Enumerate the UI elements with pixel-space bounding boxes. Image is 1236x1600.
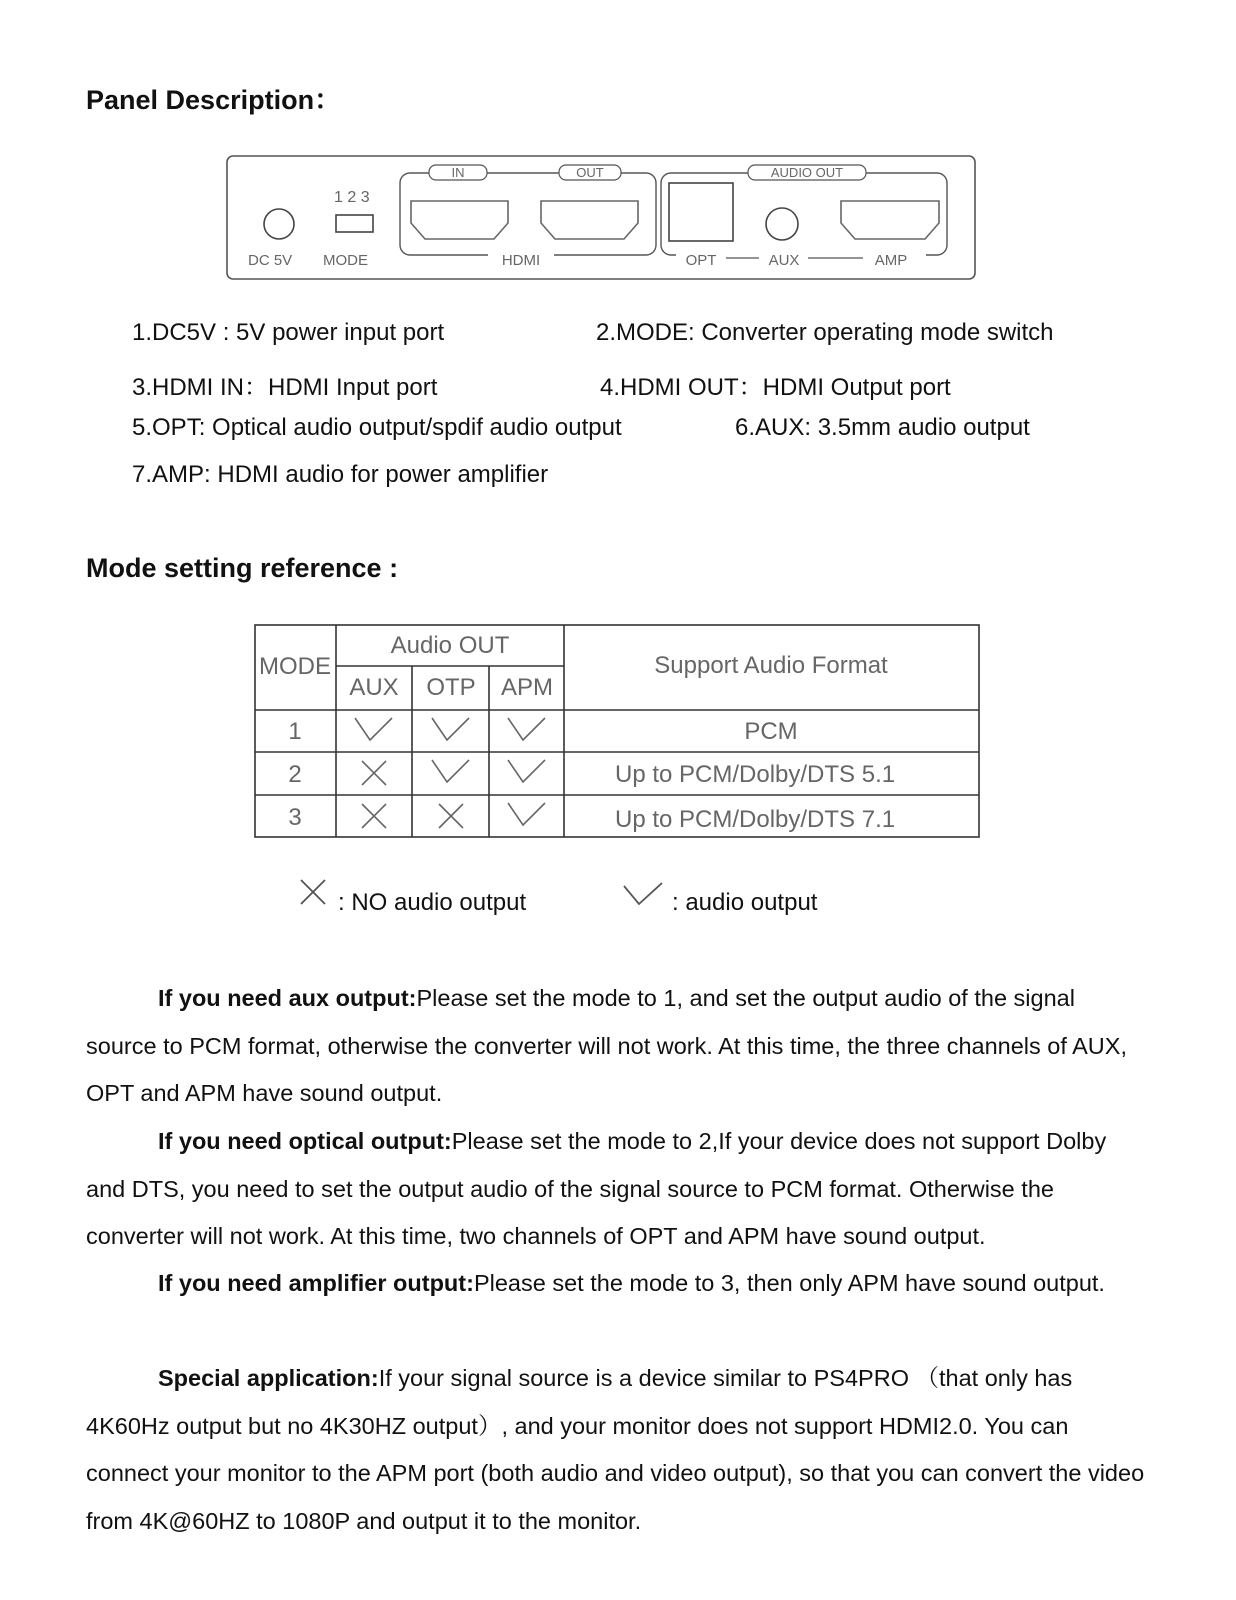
row-3-format: Up to PCM/Dolby/DTS 7.1 xyxy=(615,806,896,833)
apm-header: APM xyxy=(500,674,554,701)
panel-item-6: 6.AUX: 3.5mm audio output xyxy=(735,414,1030,441)
otp-header: OTP xyxy=(426,674,476,701)
paragraph-special-application xyxy=(86,1355,1146,1545)
row-1-aux-check-icon xyxy=(355,718,392,740)
paragraph-optical-output xyxy=(86,1118,1146,1261)
paragraph-amplifier-output xyxy=(86,1260,1146,1308)
mode-setting-heading: Mode setting reference : xyxy=(86,553,399,583)
panel-item-1: 1.DC5V : 5V power input port xyxy=(132,319,445,346)
row-3-apm-check-icon xyxy=(508,803,545,825)
panel-item-5: 5.OPT: Optical audio output/spdif audio output xyxy=(132,414,622,441)
audio-out-label: AUDIO OUT xyxy=(770,165,844,180)
row-2-format: Up to PCM/Dolby/DTS 5.1 xyxy=(615,761,896,788)
paragraph-amplifier-lead: If you need amplifier output: xyxy=(158,1270,474,1296)
row-1-format: PCM xyxy=(744,718,798,745)
paragraph-special-lead: Special application: xyxy=(158,1365,379,1391)
mode-header: MODE xyxy=(259,653,331,680)
mode-label: MODE xyxy=(323,252,368,269)
legend-no-output: : NO audio output xyxy=(338,889,527,916)
panel-description-heading: Panel Description： xyxy=(86,85,342,115)
paragraph-special-text: If your signal source is a device similar to PS4PRO （that only has 4K60Hz output but no 4K30HZ output）, and your monitor does not support HDMI2.0. You can connect your monitor to the APM port (both audio and video output), so that you can convert the video from 4K@60HZ to 1080P and output it to the monitor. xyxy=(86,1365,1145,1534)
panel-item-2: 2.MODE: Converter operating mode switch xyxy=(596,319,1054,346)
row-3-aux-cross-icon xyxy=(362,804,386,828)
paragraph-amplifier-text: Please set the mode to 3, then only APM have sound output. xyxy=(473,1270,1105,1296)
paragraph-optical-lead: If you need optical output: xyxy=(158,1128,452,1154)
dc5v-label: DC 5V xyxy=(248,252,293,269)
no-output-cross-icon xyxy=(298,877,328,907)
row-2-otp-check-icon xyxy=(432,760,469,782)
switch-numbers-label: 1 2 3 xyxy=(334,189,370,206)
device-panel-diagram xyxy=(226,155,978,283)
row-2-aux-cross-icon xyxy=(362,761,386,785)
audio-output-check-icon xyxy=(622,880,664,908)
aux-header: AUX xyxy=(349,674,399,701)
row-2-mode: 2 xyxy=(288,761,302,788)
row-3-otp-cross-icon xyxy=(439,804,463,828)
paragraph-aux-text: Please set the mode to 1, and set the output audio of the signal source to PCM format, otherwise the converter will not work. At this time, the three channels of AUX, OPT and APM have sound output. xyxy=(86,985,1127,1106)
panel-item-3: 3.HDMI IN：HDMI Input port xyxy=(132,374,438,401)
opt-label: OPT xyxy=(685,252,717,269)
audio-out-header: Audio OUT xyxy=(390,632,510,659)
paragraph-aux-output xyxy=(86,975,1146,1118)
row-1-otp-check-icon xyxy=(432,718,469,740)
out-label: OUT xyxy=(576,165,604,180)
paragraph-optical-text: Please set the mode to 2,If your device does not support Dolby and DTS, you need to set the output audio of the signal source to PCM format. Otherwise the converter will not work. At this time, two channels of OPT and APM have sound output. xyxy=(86,1128,1107,1249)
row-2-apm-check-icon xyxy=(508,760,545,782)
row-3-mode: 3 xyxy=(288,804,302,831)
row-1-apm-check-icon xyxy=(508,718,545,740)
hdmi-label: HDMI xyxy=(501,252,541,269)
mode-table xyxy=(254,624,982,840)
amp-label: AMP xyxy=(874,252,908,269)
in-label: IN xyxy=(451,165,465,180)
panel-item-7: 7.AMP: HDMI audio for power amplifier xyxy=(132,461,549,488)
aux-label: AUX xyxy=(768,252,800,269)
format-header: Support Audio Format xyxy=(654,652,888,679)
legend-audio-output: : audio output xyxy=(672,889,818,916)
row-1-mode: 1 xyxy=(288,718,302,745)
panel-item-4: 4.HDMI OUT：HDMI Output port xyxy=(600,374,951,401)
paragraph-aux-lead: If you need aux output: xyxy=(158,985,417,1011)
